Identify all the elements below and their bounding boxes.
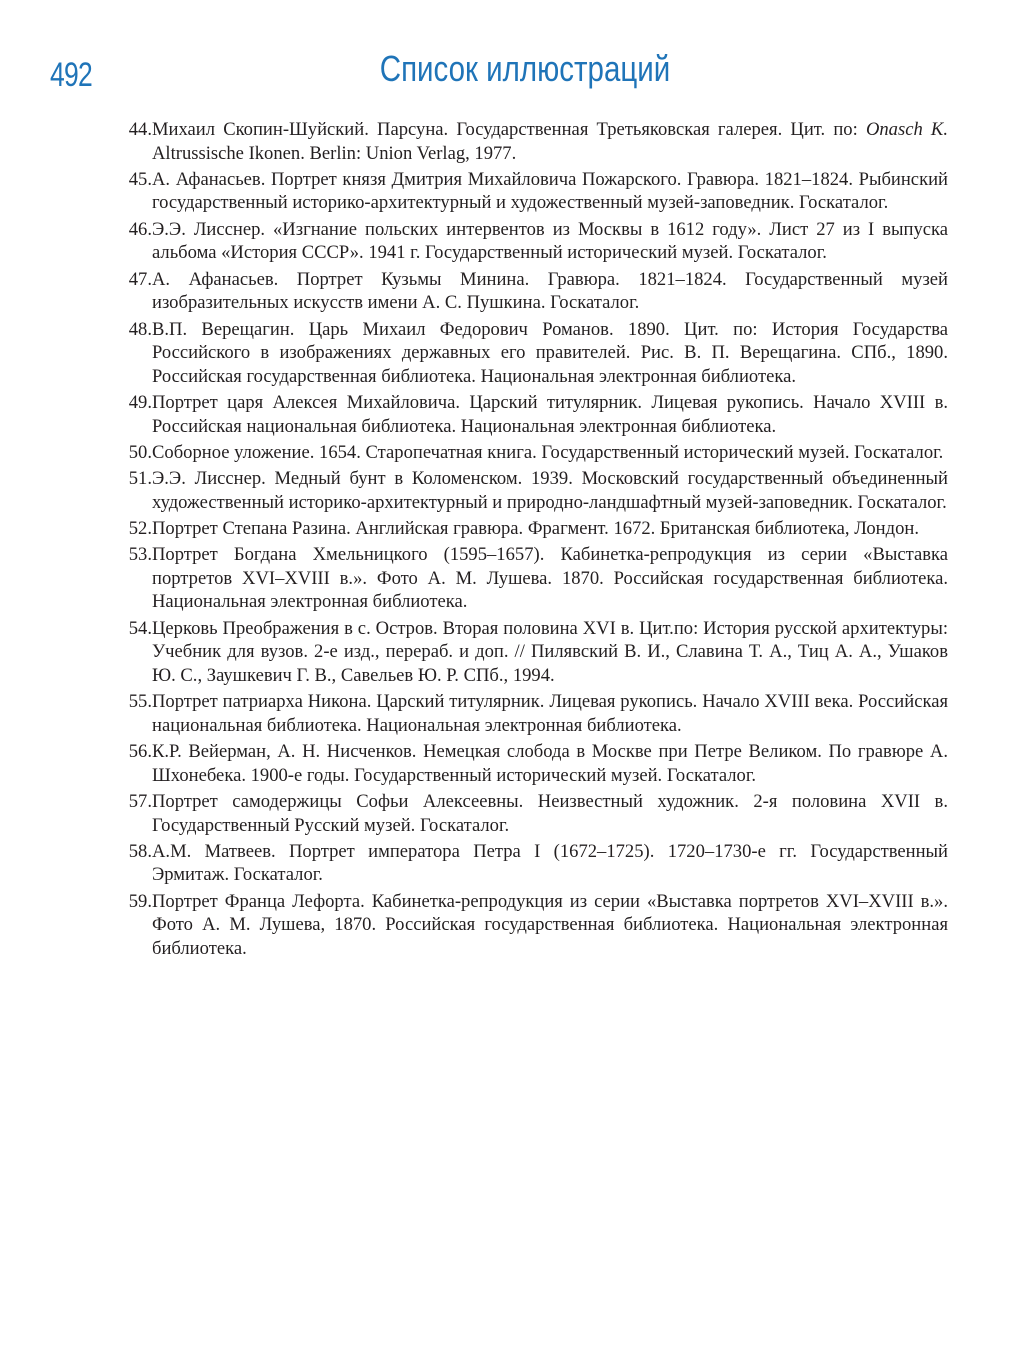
list-item: [106, 790, 948, 837]
page-number: 492: [50, 56, 92, 94]
item-number: 47.: [128, 268, 152, 290]
item-text: Соборное уложение. 1654. Старопечатная книга. Государственный исторический музей. Госкаталог.: [152, 441, 944, 463]
item-text: В.П. Верещагин. Царь Михаил Федорович Романов. 1890. Цит. по: История Государства Российского в изображениях державных его правителей. Рис. В. П. Верещагина. СПб., 1890. Российская государственная библиотека. Национальная электронная библиотека.: [152, 318, 948, 387]
list-item: [106, 218, 948, 265]
item-number: 52.: [128, 518, 152, 539]
list-item: [106, 517, 948, 541]
list-item: [106, 543, 948, 614]
item-text: Церковь Преображения в с. Остров. Вторая половина XVI в. Цит.по: История русской архитектуры: Учебник для вузов. 2-е изд., перераб. и доп. // Пилявский В. И., Славина Т. А., Тиц А. А., Ушаков Ю. С., Заушкевич Г. В., Савельев Ю. Р. СПб., 1994.: [152, 617, 948, 686]
item-text: Портрет Богдана Хмельницкого (1595–1657). Кабинетка-репродукция из серии «Выставка портретов XVI–XVIII в.». Фото А. М. Лушева. 1870. Российская государственная библиотека. Национальная электронная библиотека.: [152, 544, 948, 613]
item-number: 56.: [128, 741, 152, 763]
item-text: Портрет Франца Лефорта. Кабинетка-репродукция из серии «Выставка портретов XVI–XVIII в.». Фото А. М. Лушева, 1870. Российская государственная библиотека. Национальная электронная библиотека.: [152, 890, 948, 959]
item-text: Михаил Скопин-Шуйский. Парсуна. Государственная Третьяковская галерея. Цит. по: Onasch K. Altrussische Ikonen. Berlin: Union Verlag, 1977.: [152, 119, 948, 164]
item-text: Э.Э. Лисснер. Медный бунт в Коломенском. 1939. Московский государственный объединенный художественный историко-архитектурный и природно-ландшафтный музей-заповедник. Госкаталог.: [152, 468, 948, 513]
item-text: Портрет самодержицы Софьи Алексеевны. Неизвестный художник. 2-я половина XVII в. Государственный Русский музей. Госкаталог.: [152, 790, 948, 836]
item-number: 51.: [128, 468, 152, 490]
item-number: 54.: [128, 617, 152, 639]
item-number: 45.: [128, 168, 152, 190]
item-text: Портрет царя Алексея Михайловича. Царский титулярник. Лицевая рукопись. Начало XVIII в. Российская национальная библиотека. Национальная электронная библиотека.: [152, 391, 948, 437]
list-item: [106, 318, 948, 389]
illustration-list: [106, 118, 948, 963]
item-number: 57.: [128, 790, 152, 812]
item-number: 59.: [128, 890, 152, 912]
list-item: [106, 391, 948, 438]
item-number: 49.: [128, 391, 152, 413]
item-text: А. Афанасьев. Портрет Кузьмы Минина. Гравюра. 1821–1824. Государственный музей изобразительных искусств имени А. С. Пушкина. Госкаталог.: [152, 268, 948, 314]
item-number: 55.: [128, 691, 152, 713]
list-item: [106, 840, 948, 887]
item-text: А. Афанасьев. Портрет князя Дмитрия Михайловича Пожарского. Гравюра. 1821–1824. Рыбинский государственный историко-архитектурный и художественный музей-заповедник. Госкаталог.: [152, 168, 948, 214]
list-item: [106, 168, 948, 215]
item-number: 53.: [128, 544, 152, 566]
item-number: 48.: [128, 318, 152, 340]
item-text: К.Р. Вейерман, А. Н. Нисченков. Немецкая слобода в Москве при Петре Великом. По гравюре А. Шхонебека. 1900-е годы. Государственный исторический музей. Госкаталог.: [152, 741, 948, 786]
item-number: 50.: [128, 441, 152, 463]
item-number: 58.: [128, 840, 152, 862]
list-item: [106, 467, 948, 514]
item-number: 46.: [128, 218, 152, 240]
list-item: [106, 617, 948, 688]
item-text: Портрет патриарха Никона. Царский титулярник. Лицевая рукопись. Начало XVIII века. Российская национальная библиотека. Национальная электронная библиотека.: [152, 691, 948, 736]
item-author-italic: Onasch K.: [865, 119, 948, 140]
item-text: А.М. Матвеев. Портрет императора Петра I (1672–1725). 1720–1730-е гг. Государственный Эрмитаж. Госкаталог.: [152, 840, 948, 886]
page-title: Список иллюстраций: [379, 48, 671, 89]
item-text: Э.Э. Лисснер. «Изгнание польских интервентов из Москвы в 1612 году». Лист 27 из I выпуска альбома «История СССР». 1941 г. Государственный исторический музей. Госкаталог.: [152, 218, 948, 264]
item-text: Портрет Степана Разина. Английская гравюра. Фрагмент. 1672. Британская библиотека, Лондон.: [152, 518, 919, 539]
item-number: 44.: [128, 119, 152, 140]
list-item: [106, 890, 948, 961]
list-item: [106, 441, 948, 465]
list-item: [106, 268, 948, 315]
list-item: [106, 740, 948, 787]
list-item: [106, 690, 948, 737]
list-item: [106, 118, 948, 165]
